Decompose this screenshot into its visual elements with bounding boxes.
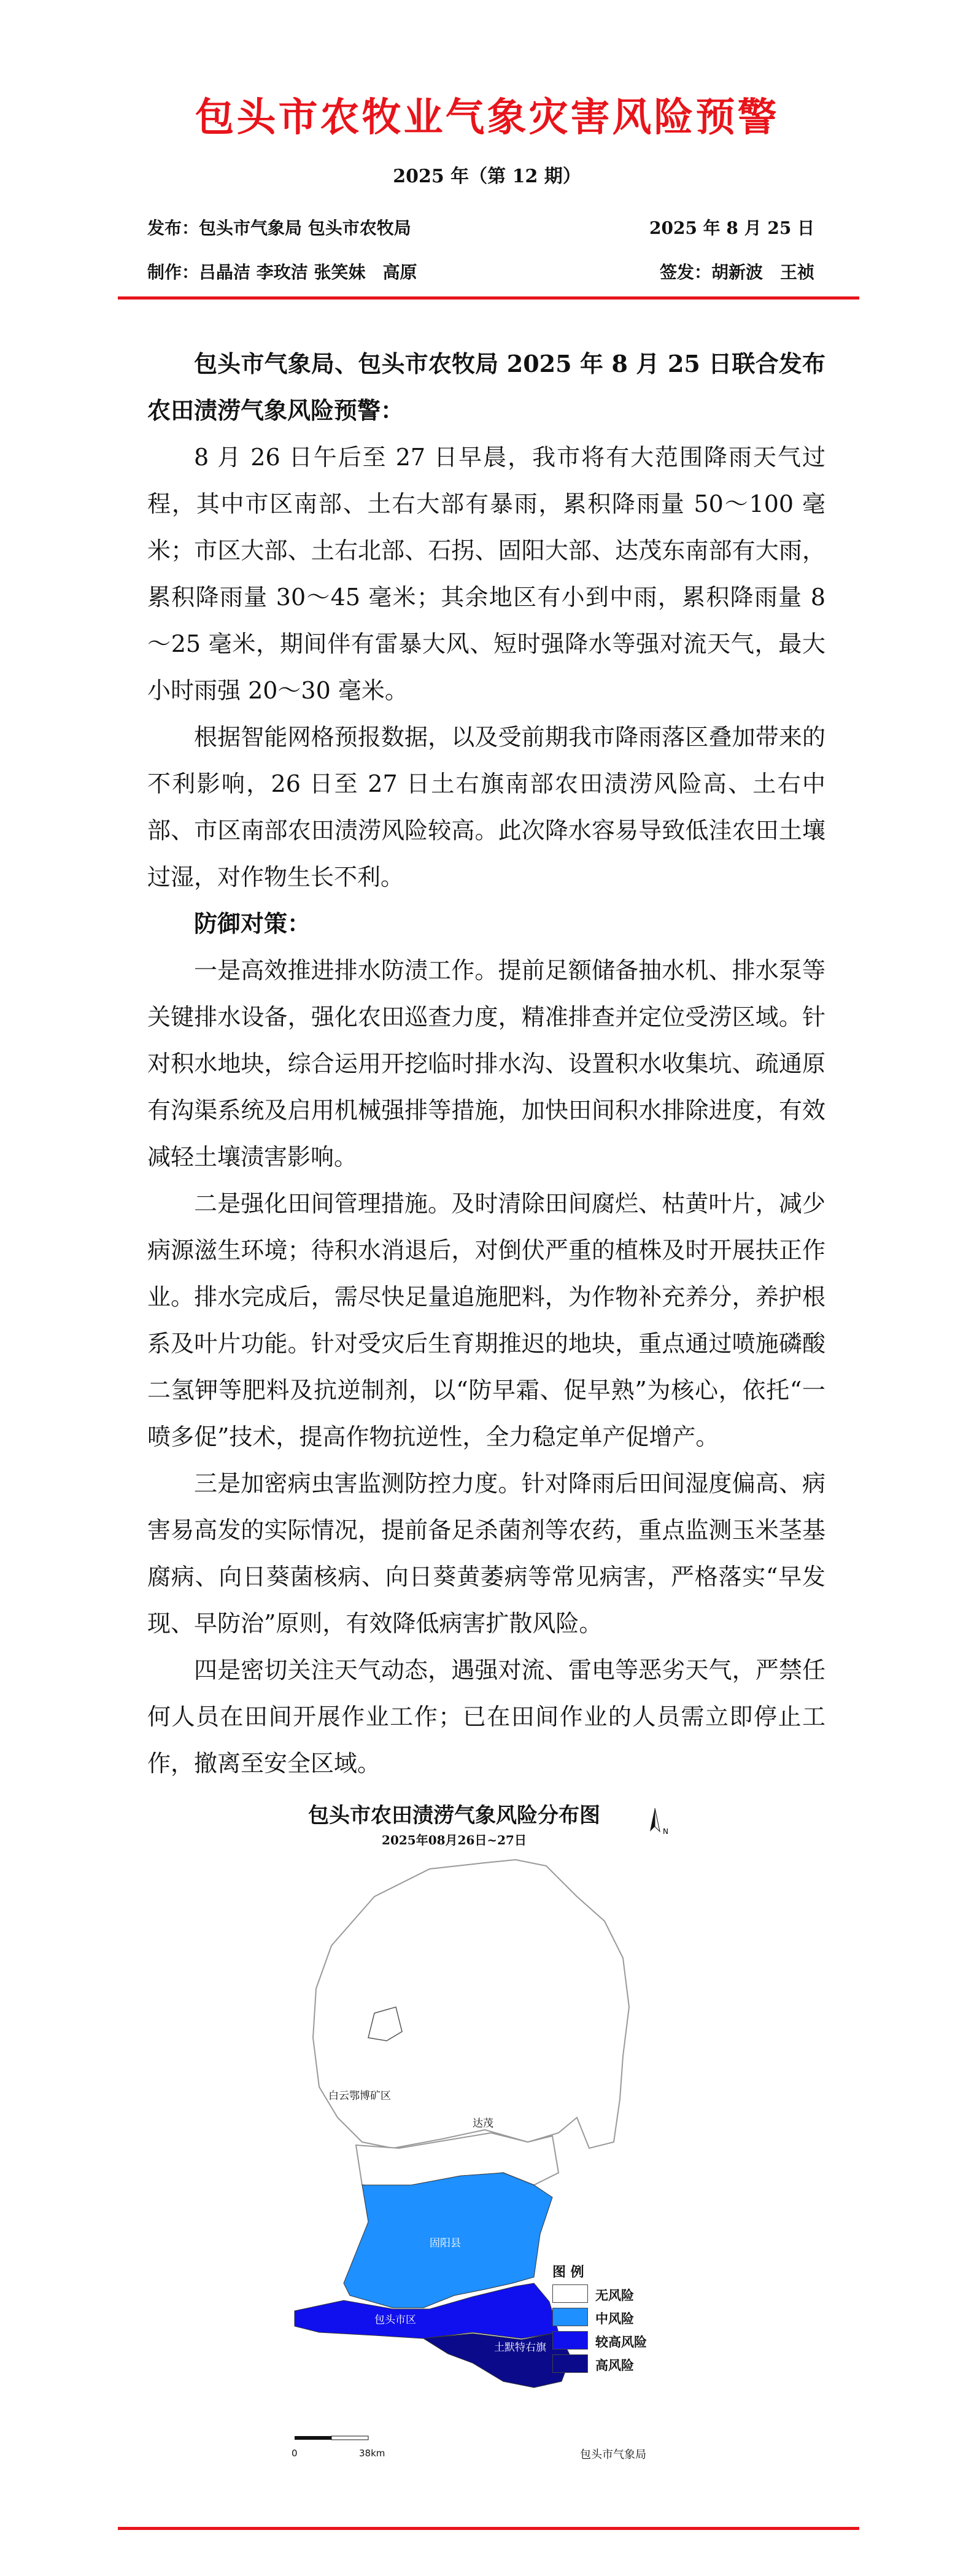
north-arrow-icon <box>647 1804 672 1841</box>
publisher-line: 发布：包头市气象局 包头市农牧局 <box>147 218 411 238</box>
legend-swatch-medium <box>552 2308 588 2326</box>
region-damao <box>313 1860 629 2148</box>
label-guyang: 固阳县 <box>430 2237 461 2249</box>
signer-line: 签发：胡新波 王祯 <box>660 262 815 282</box>
measure-1-paragraph: 一是高效推进排水防渍工作。提前足额储备抽水机、排水泵等关键排水设备，强化农田巡查力度，精准排查并定位受涝区域。针对积水地块，综合运用开挖临时排水沟、设置积水收集坑、疏通原有沟渠系统及启用机械强排等措施，加快田间积水排除进度，有效减轻土壤渍害影响。 <box>147 957 825 1170</box>
measures-heading: 防御对策： <box>194 910 311 937</box>
footer-divider <box>118 2527 859 2530</box>
document-title: 包头市农牧业气象灾害风险预警 <box>195 95 779 141</box>
label-shiqu: 包头市区 <box>374 2314 416 2326</box>
risk-paragraph: 根据智能网格预报数据，以及受前期我市降雨落区叠加带来的不利影响，26 日至 27 日土右旗南部农田渍涝风险高、土右中部、市区南部农田渍涝风险较高。此次降水容易导致低洼农田土壤过湿，对作物生长不利。 <box>147 724 825 891</box>
north-label: N <box>663 1827 668 1836</box>
legend-swatch-higher <box>552 2331 588 2350</box>
legend-swatch-high <box>552 2354 588 2373</box>
legend-label-higher: 较高风险 <box>595 2335 647 2350</box>
measure-2-paragraph: 二是强化田间管理措施。及时清除田间腐烂、枯黄叶片，减少病源滋生环境；待积水消退后，对倒伏严重的植株及时开展扶正作业。排水完成后，需尽快足量追施肥料，为作物补充养分，养护根系及叶片功能。针对受灾后生育期推迟的地块，重点通过喷施磷酸二氢钾等肥料及抗逆制剂，以“防早霜、促早熟”为核心，依托“一喷多促”技术，提高作物抗逆性，全力稳定单产促增产。 <box>147 1190 825 1450</box>
document-body <box>147 341 825 1787</box>
measure-4-paragraph: 四是密切关注天气动态，遇强对流、雷电等恶劣天气，严禁任何人员在田间开展作业工作；已在田间作业的人员需立即停止工作，撤离至安全区域。 <box>147 1657 825 1777</box>
map-credit: 包头市气象局 <box>580 2448 646 2461</box>
producer-line: 制作：吕晶洁 李玫洁 张笑妹 高原 <box>147 262 417 282</box>
header-divider <box>118 296 859 300</box>
publish-date: 2025 年 8 月 25 日 <box>649 218 815 238</box>
map-subtitle: 2025年08月26日~27日 <box>382 1833 527 1847</box>
legend-title: 图 例 <box>552 2265 584 2280</box>
legend-label-none: 无风险 <box>595 2288 634 2303</box>
issue-number: 2025 年（第 12 期） <box>393 166 581 187</box>
legend-label-high: 高风险 <box>595 2358 634 2373</box>
label-baiyun: 白云鄂博矿区 <box>328 2090 391 2102</box>
measure-3-paragraph: 三是加密病虫害监测防控力度。针对降雨后田间湿度偏高、病害易高发的实际情况，提前备足杀菌剂等农药，重点监测玉米茎基腐病、向日葵菌核病、向日葵黄萎病等常见病害，严格落实“早发现、早防治”原则，有效降低病害扩散风险。 <box>147 1470 825 1637</box>
scale-distance: 38km <box>359 2448 385 2459</box>
legend-label-medium: 中风险 <box>595 2311 634 2326</box>
forecast-paragraph: 8 月 26 日午后至 27 日早晨，我市将有大范围降雨天气过程，其中市区南部、土右大部有暴雨，累积降雨量 50～100 毫米；市区大部、土右北部、石拐、固阳大部、达茂东南部有大雨，累积降雨量 30～45 毫米；其余地区有小到中雨，累积降雨量 8～25 毫米，期间伴有雷暴大风、短时强降水等强对流天气，最大小时雨强 20～30 毫米。 <box>147 444 825 704</box>
scale-zero: 0 <box>292 2448 298 2459</box>
scale-bar <box>288 2434 411 2446</box>
risk-map <box>270 1798 712 2474</box>
legend-swatch-none <box>552 2284 588 2303</box>
map-title: 包头市农田渍涝气象风险分布图 <box>308 1803 600 1828</box>
intro-paragraph: 包头市气象局、包头市农牧局 2025 年 8 月 25 日联合发布农田渍涝气象风险预警： <box>147 350 825 424</box>
label-damao: 达茂 <box>473 2118 493 2130</box>
label-tuyou: 土默特右旗 <box>494 2342 546 2354</box>
